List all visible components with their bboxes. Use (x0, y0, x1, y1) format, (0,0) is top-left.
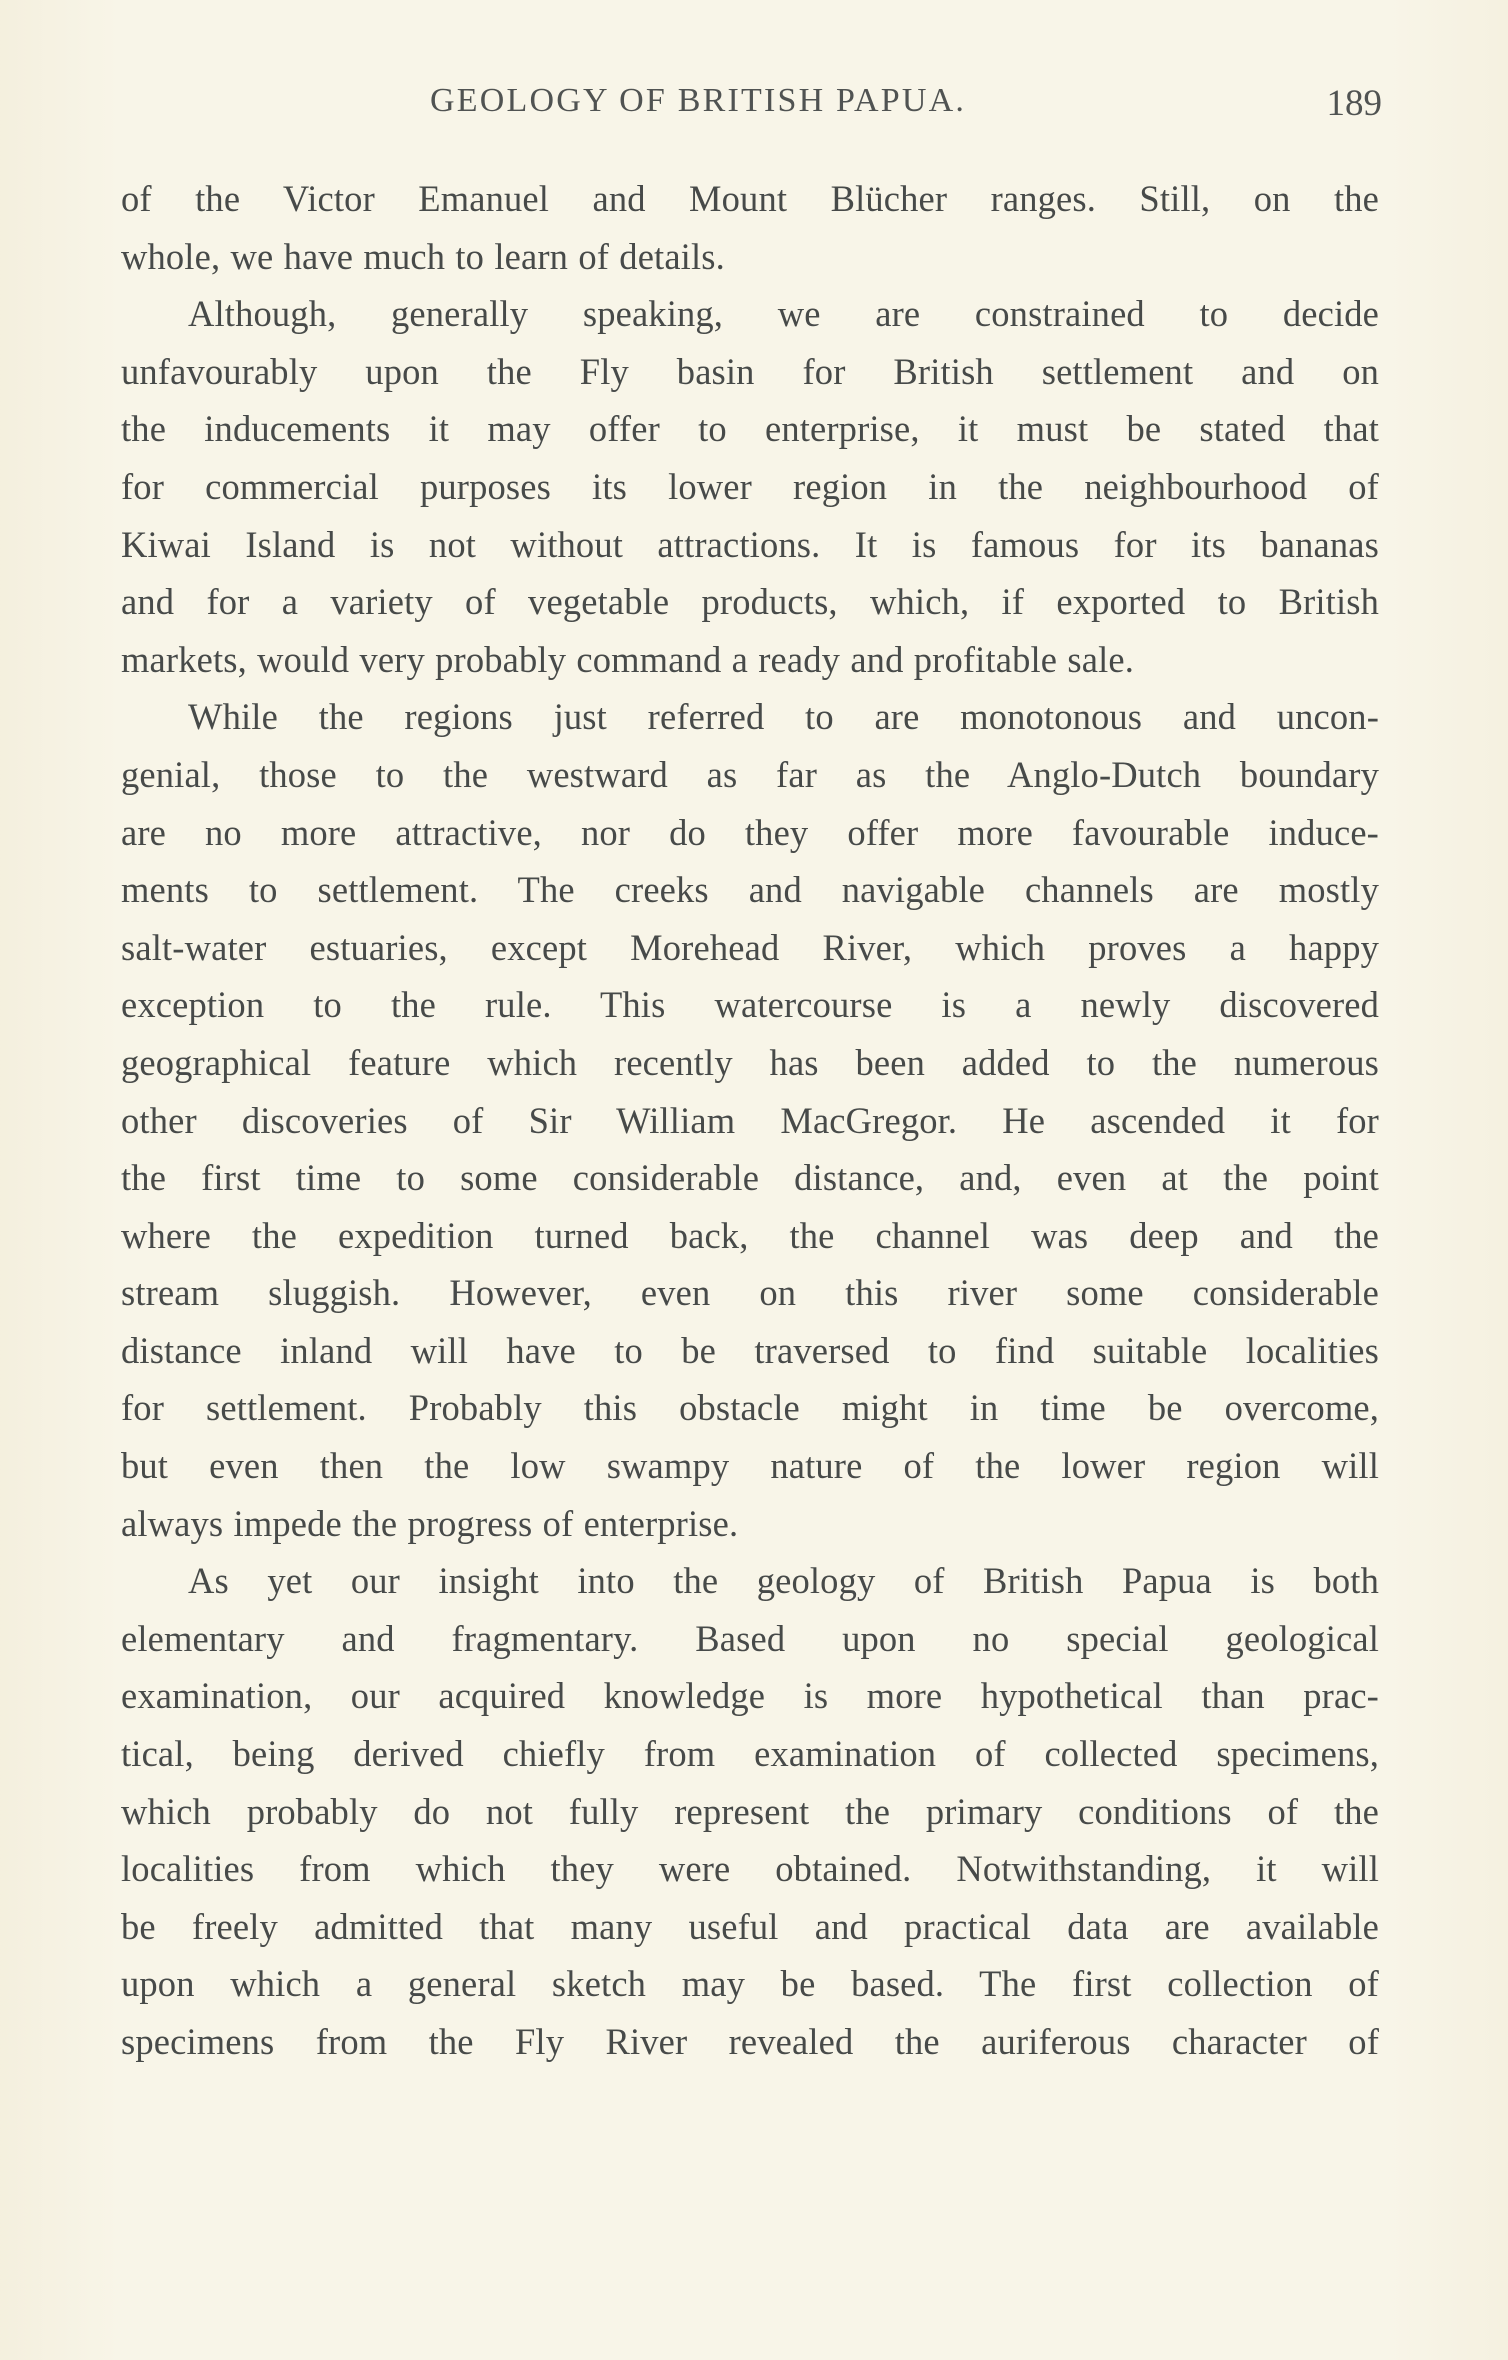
text-line: where the expedition turned back, the channel was deep and the (121, 1214, 1379, 1256)
body-text (121, 170, 1379, 2071)
text-line: the first time to some considerable distance, and, even at the point (121, 1157, 1379, 1199)
text-line: examination, our acquired knowledge is more hypothetical than prac- (121, 1675, 1379, 1717)
text-line: are no more attractive, nor do they offer more favourable induce- (121, 811, 1379, 853)
text-line: salt-water estuaries, except Morehead River, which proves a happy (121, 926, 1379, 968)
text-line: As yet our insight into the geology of British Papua is both (188, 1560, 1379, 1602)
text-line: Kiwai Island is not without attractions. It is famous for its bananas (121, 523, 1379, 565)
text-line: which probably do not fully represent the primary conditions of the (121, 1790, 1379, 1832)
paragraph (121, 285, 1379, 688)
text-line: specimens from the Fly River revealed the auriferous character of (121, 2021, 1379, 2062)
text-line: for commercial purposes its lower region in the neighbourhood of (121, 465, 1379, 507)
text-line: other discoveries of Sir William MacGregor. He ascended it for (121, 1099, 1379, 1141)
page-number: 189 (1326, 83, 1382, 124)
text-line: unfavourably upon the Fly basin for British settlement and on (121, 350, 1379, 392)
text-line: the inducements it may offer to enterprise, it must be stated that (121, 408, 1379, 450)
text-line: for settlement. Probably this obstacle might in time be overcome, (121, 1387, 1379, 1429)
text-line: whole, we have much to learn of details. (121, 235, 725, 277)
text-line: be freely admitted that many useful and practical data are available (121, 1905, 1379, 1947)
text-line: upon which a general sketch may be based. The first collection of (121, 1963, 1379, 2005)
running-head (120, 82, 1382, 132)
text-line: tical, being derived chiefly from examination of collected specimens, (121, 1733, 1379, 1775)
text-line: but even then the low swampy nature of the lower region will (121, 1445, 1379, 1487)
text-line: While the regions just referred to are monotonous and uncon- (188, 696, 1379, 738)
text-line: markets, would very probably command a ready and profitable sale. (121, 638, 1135, 680)
paragraph (121, 170, 1379, 285)
text-line: distance inland will have to be traversed to find suitable localities (121, 1329, 1379, 1371)
text-line: of the Victor Emanuel and Mount Blücher ranges. Still, on the (121, 178, 1379, 219)
text-line: geographical feature which recently has been added to the numerous (121, 1041, 1379, 1083)
text-line: localities from which they were obtained. Notwithstanding, it will (121, 1848, 1379, 1890)
paragraph (121, 688, 1379, 1552)
text-line: stream sluggish. However, even on this river some considerable (121, 1272, 1379, 1314)
paragraph (121, 1552, 1379, 2070)
text-line: and for a variety of vegetable products, which, if exported to British (121, 581, 1379, 623)
text-line: exception to the rule. This watercourse is a newly discovered (121, 984, 1379, 1026)
running-title: GEOLOGY OF BRITISH PAPUA. (430, 82, 967, 119)
text-line: genial, those to the westward as far as the Anglo-Dutch boundary (121, 753, 1379, 795)
text-line: ments to settlement. The creeks and navigable channels are mostly (121, 869, 1379, 911)
text-line: always impede the progress of enterprise. (121, 1502, 739, 1544)
text-line: elementary and fragmentary. Based upon no special geological (121, 1617, 1379, 1659)
text-line: Although, generally speaking, we are constrained to decide (188, 293, 1379, 335)
